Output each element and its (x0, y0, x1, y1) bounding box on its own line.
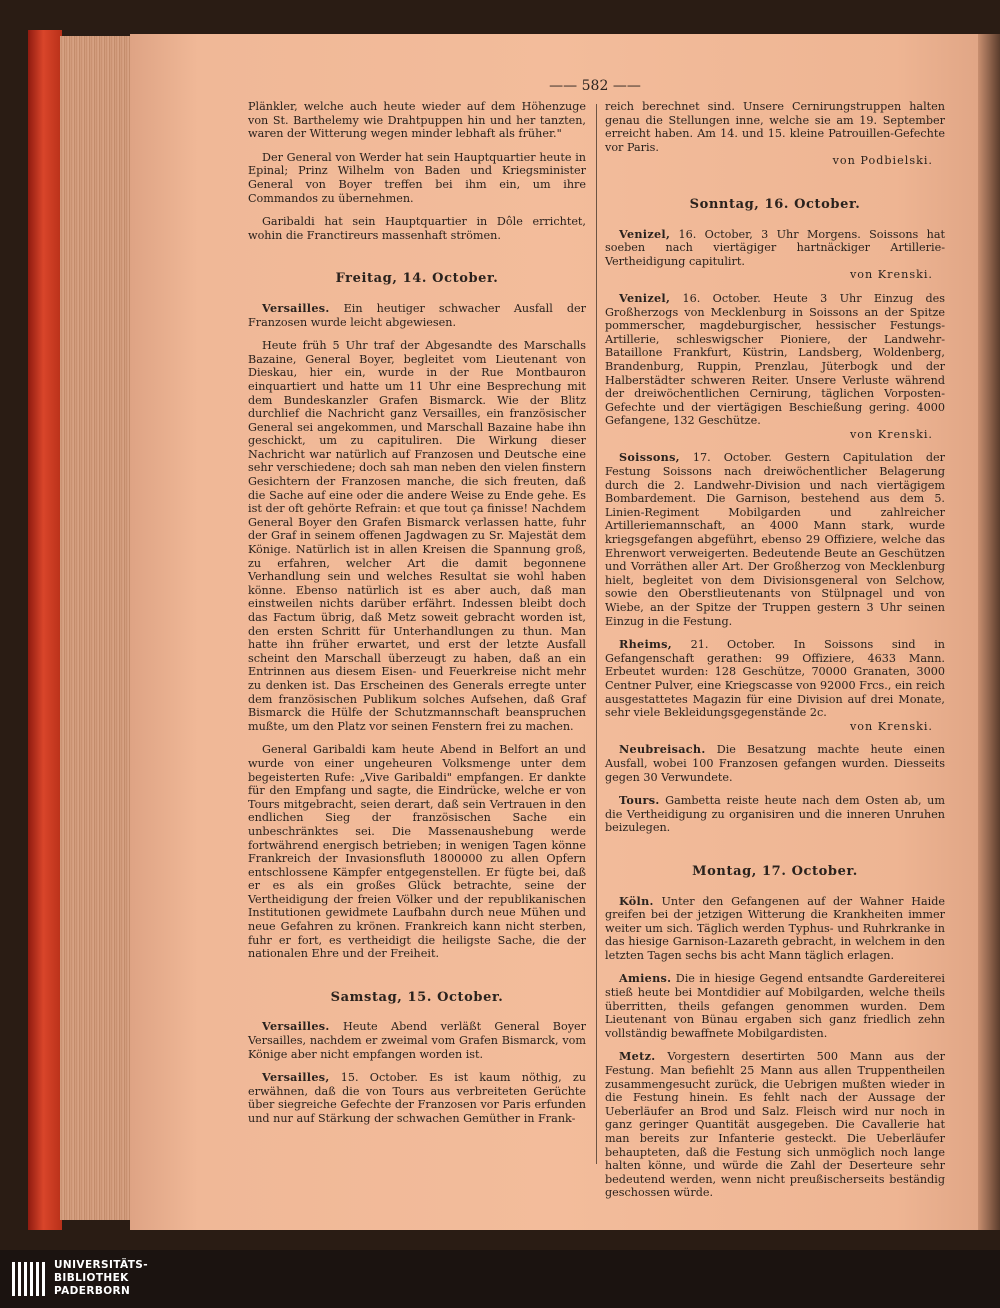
paragraph-text: Heute früh 5 Uhr traf der Abgesandte des Marschalls Bazaine, General Boyer, begleitet vom Lieutenant von Dieskau, hier ein, wurde in der Rue Montbauron einquartiert und hatte um 11 Uhr eine Besprechung mit dem Bundeskanzler Grafen Bismarck. Wie der Blitz durchlief die Nachricht ganz Versailles, ein französischer General sei angekommen, und Marschall Bazaine habe ihn geschickt, um zu capituliren. Die Wirkung dieser Nachricht war natürlich auf Franzosen und Deutsche eine sehr verschiedene; doch sah man neben den vielen finstern Gesichtern der Franzosen manche, die sich freuten, daß die Sache auf eine oder die andere Weise zu Ende gehe. Es ist der oft gehörte Refrain: et que tout ça finisse! Nachdem General Boyer den Grafen Bismarck verlassen hatte, fuhr der Graf in seinem offenen Jagdwagen zu Sr. Majestät dem Könige. Natürlich ist in allen Kreisen die Spannung groß, zu erfahren, welcher Art die damit begonnene Verhandlung sein und welches Resultat sie wohl haben könne. Ebenso natürlich ist es aber auch, daß man einstweilen nichts darüber erfährt. Indessen bleibt doch das Factum übrig, daß Metz soweit gebracht worden ist, den ersten Schritt für Unterhandlungen zu thun. Man hatte ihn früher erwartet, und erst der letzte Ausfall scheint den Marschall überzeugt zu haben, daß an ein Entrinnen aus diesem Eisen- und Feuerkreise nicht mehr zu denken ist. Das Erscheinen des Generals erregte unter dem französischen Publikum solches Aufsehen, daß Graf Bismarck die Hülfe der Schutzmannschaft beanspruchen mußte, um den Platz vor seinen Fenstern frei zu machen. (248, 339, 586, 733)
news-entry (605, 228, 945, 282)
paragraph-text: reich berechnet sind. Unsere Cernirungstruppen halten genau die Stellungen inne, welche sie am 19. September erreicht haben. Am 14. und 15. kleine Patrouillen-Gefechte vor Paris. (605, 100, 945, 154)
paragraph (248, 100, 586, 141)
dateline-place: Versailles, (262, 1070, 330, 1085)
date-heading: Montag, 17. October. (692, 863, 858, 879)
news-entry (605, 895, 945, 963)
signature: von Krenski. (849, 427, 933, 441)
paragraph-text: Der General von Werder hat sein Hauptquartier heute in Epinal; Prinz Wilhelm von Baden und Kriegsminister General von Boyer treffen bei ihm ein, um ihre Commandos zu übernehmen. (248, 150, 586, 205)
paragraph-text: 17. October. Gestern Capitulation der Festung Soissons nach dreiwöchentlicher Belagerung durch die 2. Landwehr-Division und nach viertägigem Bombardement. Die Garnison, bestehend aus dem 5. Linien-Regiment Mobilgarden und zahlreicher Artilleriemannschaft, an 4000 Mann stark, wurde kriegsgefangen abgeführt, ebenso 29 Offiziere, welche das Ehrenwort verweigerten. Bedeutende Beute an Geschützen und Vorräthen aller Art. Der Großherzog von Mecklenburg hielt, begleitet von dem Divisionsgeneral von Selchow, sowie den Oberstlieutenants von Stülpnagel und von Wiebe, an der Spitze der Truppen gestern 3 Uhr seinen Einzug in die Festung. (605, 451, 945, 628)
dateline-place: Amiens. (619, 971, 672, 986)
news-entry (605, 743, 945, 784)
dateline-place: Venizel, (619, 226, 671, 241)
dateline-place: Rheims, (619, 637, 672, 652)
paragraph (248, 151, 586, 205)
page-number-value: 582 (581, 78, 609, 94)
paragraph-text: Garibaldi hat sein Hauptquartier in Dôle errichtet, wohin die Franctireurs massenhaft strömen. (248, 215, 586, 242)
paragraph-text: Die in hiesige Gegend entsandte Gardereiterei stieß heute bei Montdidier auf Mobilgarden, welche theils überritten, theils gefangen genommen wurden. Dem Lieutenant von Bünau ergaben sich ganz friedlich zehn vollständig bewaffnete Mobilgardisten. (605, 972, 945, 1040)
paragraph-text: 21. October. In Soissons sind in Gefangenschaft gerathen: 99 Offiziere, 4633 Mann. Erbeutet wurden: 128 Geschütze, 70000 Granaten, 3000 Centner Pulver, eine Kriegscasse von 92000 Frcs., ein reich ausgestattetes Magazin für eine Division auf drei Monate, sehr viele Bekleidungsgegenstände 2c. (605, 638, 945, 720)
library-logo-icon (10, 1258, 50, 1300)
news-entry (605, 638, 945, 733)
paragraph (605, 100, 945, 168)
library-name: UNIVERSITÄTS- BIBLIOTHEK PADERBORN (54, 1259, 149, 1297)
left-column (248, 100, 586, 1136)
paragraph-text: Plänkler, welche auch heute wieder auf dem Höhenzuge von St. Barthelemy wie Drahtpuppen hin und her tanzten, waren der Witterung wegen minder lebhaft als früher." (248, 100, 586, 141)
news-entry (248, 302, 586, 329)
paragraph-text: 15. October. Es ist kaum nöthig, zu erwähnen, daß die von Tours aus verbreiteten Gerüchte über siegreiche Gefechte der Franzosen vor Paris erfunden und nur auf Stärkung der schwachen Gemüther in Frank- (248, 1071, 586, 1125)
news-entry (605, 794, 945, 835)
date-heading: Sonntag, 16. October. (689, 196, 861, 212)
dateline-place: Venizel, (619, 290, 671, 305)
paragraph (248, 743, 586, 961)
paragraph-text: Vorgestern desertirten 500 Mann aus der Festung. Man befiehlt 25 Mann aus allen Truppentheilen zusammengesucht zurück, die Uebrigen mußten wieder in die Festung hinein. Es fehlt nach der Aussage der Ueberläufer an Brod und Salz. Fleisch wird nur noch in ganz geringer Quantität ausgegeben. Die Cavallerie hat man bereits zur Infanterie gesteckt. Die Ueberläufer behaupteten, daß die Festung sich unmöglich noch lange halten könne, und würde die Zahl der Deserteure sehr bedeutend werden, wenn nicht preußischerseits beständig geschossen würde. (605, 1050, 946, 1200)
page-stack-edge (60, 36, 135, 1220)
signature: von Krenski. (849, 719, 933, 733)
paragraph-text: Heute Abend verläßt General Boyer Versailles, nachdem er zweimal vom Grafen Bismarck, vom Könige aber nicht empfangen worden ist. (248, 1020, 586, 1061)
paragraph-text: 16. October, 3 Uhr Morgens. Soissons hat soeben nach viertägiger hartnäckiger Artillerie-Vertheidigung capitulirt. (605, 227, 945, 268)
page-number: —— 582 —— (549, 78, 641, 94)
news-entry (605, 451, 945, 628)
news-entry (248, 1020, 586, 1061)
dateline-place: Neubreisach. (619, 742, 706, 757)
paragraph (248, 339, 586, 733)
column-divider (596, 104, 597, 1164)
paragraph-text: Die Besatzung machte heute einen Ausfall, wobei 100 Franzosen gefangen wurden. Diesseits gegen 30 Verwundete. (605, 743, 945, 784)
paragraph-text: Gambetta reiste heute nach dem Osten ab, um die Vertheidigung zu organisiren und die inneren Unruhen beizulegen. (605, 794, 945, 835)
news-entry (605, 292, 945, 442)
dateline-place: Tours. (619, 793, 660, 808)
paragraph-text: 16. October. Heute 3 Uhr Einzug des Großherzogs von Mecklenburg in Soissons an der Spitze pommerscher, magdeburgischer, hessischer Festungs-Artillerie, schleswigscher Pioniere, der Landwehr-Bataillone Frankfurt, Küstrin, Landsberg, Woldenberg, Brandenburg, Ruppin, Prenzlau, Jüterbogk und der Halberstädter schweren Reiter. Unsere Verluste während der dreiwöchentlichen Cernirung, täglichen Vorposten-Gefechte und der viertägigen Beschießung gering. 4000 Gefangene, 132 Geschütze. (605, 291, 945, 428)
book-cover-edge (28, 30, 62, 1230)
date-heading: Samstag, 15. October. (330, 989, 504, 1005)
paragraph-text: Unter den Gefangenen auf der Wahner Haide greifen bei der jetzigen Witterung die Krankheiten immer weiter um sich. Täglich werden Typhus- und Ruhrkranke in das hiesige Garnison-Lazareth gebracht, in welchem in den letzten Tagen sechs bis acht Mann täglich erlagen. (605, 894, 945, 962)
news-entry (605, 972, 945, 1040)
dateline-place: Versailles. (262, 300, 330, 315)
dateline-place: Köln. (619, 893, 654, 908)
paragraph (248, 215, 586, 242)
page-right-edge (978, 34, 1000, 1230)
dateline-place: Soissons, (619, 450, 680, 465)
dateline-place: Versailles. (262, 1019, 330, 1034)
dateline-place: Metz. (619, 1049, 656, 1064)
date-heading: Freitag, 14. October. (335, 271, 499, 287)
signature: von Krenski. (849, 268, 933, 282)
news-entry (605, 1050, 945, 1200)
right-column (605, 100, 945, 1210)
signature: von Podbielski. (832, 154, 933, 168)
paragraph-text: Ein heutiger schwacher Ausfall der Franzosen wurde leicht abgewiesen. (248, 301, 586, 329)
paragraph-text: General Garibaldi kam heute Abend in Belfort an und wurde von einer ungeheuren Volksmenge unter dem begeisterten Rufe: „Vive Garibaldi" empfangen. Er dankte für den Empfang und sagte, die Eindrücke, welche er von Tours mitgebracht, seien derart, daß sein Vertrauen in den endlichen Sieg der französischen Sache ein unbeschränktes sei. Die Massenaushebung werde fortwährend energisch betrieben; in wenigen Tagen könne Frankreich der Invasionsfluth 1800000 zu allen Opfern entschlossene Kämpfer entgegenstellen. Er fügte bei, daß er es als ein großes Glück betrachte, seine der Vertheidigung der freien Völker und der republikanischen Institutionen gewidmete Laufbahn durch neue Mühen und neue Gefahren zu krönen. Frankreich kann nicht sterben, fuhr er fort, es vertheidigt die heiligste Sache, die der nationalen Ehre und der Freiheit. (248, 743, 586, 961)
news-entry (248, 1071, 586, 1125)
